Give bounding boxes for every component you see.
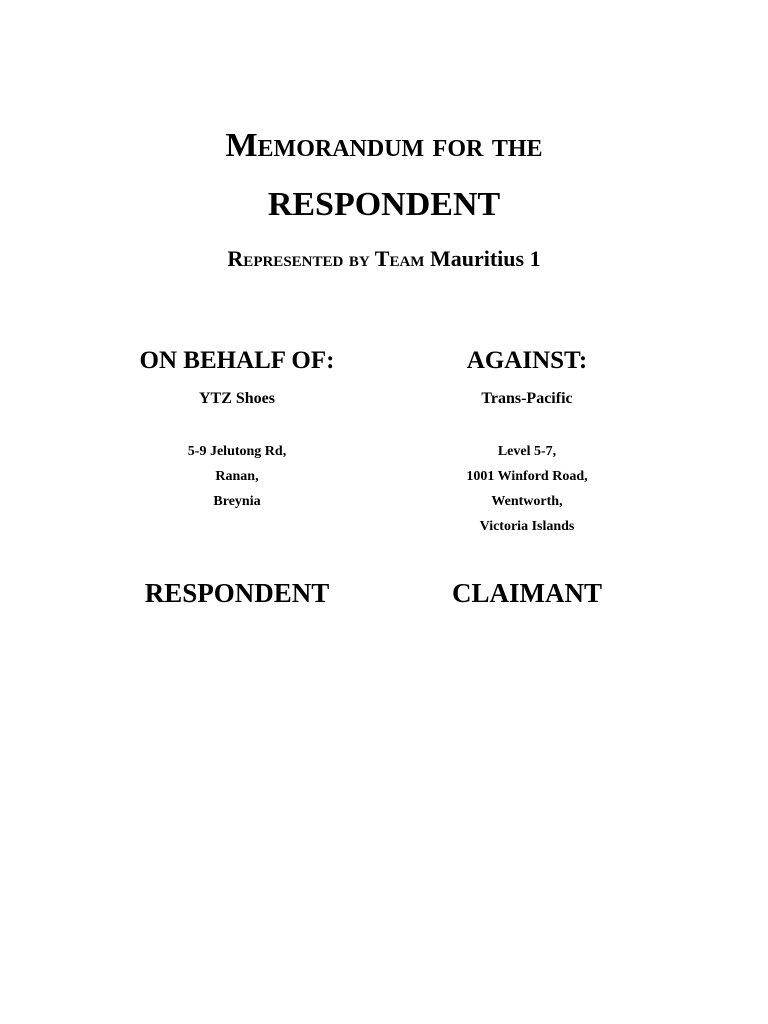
- represented-by-line: [0, 244, 768, 274]
- claimant-role-label: CLAIMANT: [451, 578, 602, 608]
- document-title-line-1: Memorandum for the: [225, 127, 543, 164]
- respondent-address-line: Breynia: [213, 494, 261, 509]
- respondent-role-label: RESPONDENT: [144, 578, 330, 608]
- respondent-party-name: YTZ Shoes: [198, 390, 276, 407]
- respondent-address: [87, 439, 387, 514]
- represented-by-prefix: Represented by Team: [227, 246, 425, 271]
- document-title-line-2: RESPONDENT: [267, 186, 501, 223]
- against-heading: AGAINST:: [466, 347, 588, 374]
- claimant-address-line: Level 5-7,: [497, 444, 557, 459]
- claimant-address-line: 1001 Winford Road,: [466, 469, 588, 484]
- claimant-address-line: Victoria Islands: [479, 519, 575, 534]
- claimant-address: [377, 439, 677, 539]
- on-behalf-of-column: [87, 344, 387, 514]
- on-behalf-of-heading: ON BEHALF OF:: [139, 347, 335, 374]
- claimant-party-name: Trans-Pacific: [481, 390, 573, 407]
- respondent-address-line: Ranan,: [215, 469, 259, 484]
- claimant-address-line: Wentworth,: [491, 494, 563, 509]
- respondent-address-line: 5-9 Jelutong Rd,: [187, 444, 287, 459]
- team-name: Mauritius 1: [429, 246, 541, 271]
- against-column: [377, 344, 677, 539]
